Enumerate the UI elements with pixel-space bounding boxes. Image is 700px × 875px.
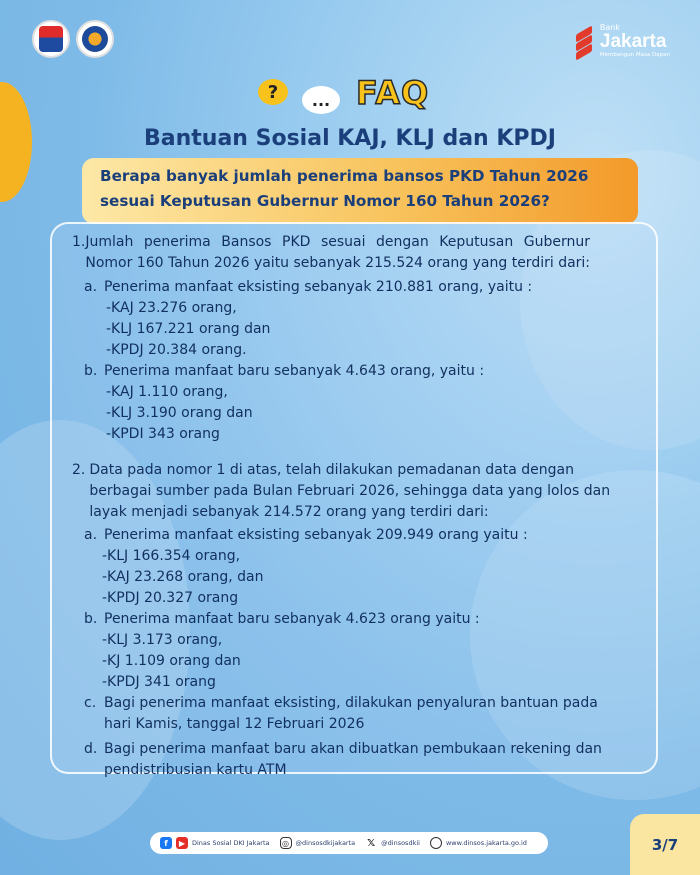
globe-icon [430, 837, 442, 849]
list-item: -KLJ 167.221 orang dan [106, 321, 271, 337]
list-item: -KAJ 1.110 orang, [106, 384, 228, 400]
facebook-icon: f [160, 837, 172, 849]
list-item: -KPDJ 20.327 orang [102, 590, 239, 606]
list-item: -KAJ 23.276 orang, [106, 300, 237, 316]
bank-jakarta-icon [574, 26, 594, 56]
list-item: -KLJ 3.173 orang, [102, 632, 223, 648]
youtube-icon: ▶ [176, 837, 188, 849]
bank-tagline: Membangun Masa Depan [599, 52, 670, 58]
answer-item-2d: d. Bagi penerima manfaat baru akan dibuatkan pembukaan rekening dan pendistribusian kartu ATM [84, 741, 602, 778]
x-icon: 𝕏 [367, 837, 376, 849]
dki-jakarta-logo [32, 20, 70, 58]
list-item: -KJ 1.109 orang dan [102, 653, 241, 669]
page-indicator: 3/7 [630, 814, 700, 875]
bank-prefix: Bank [599, 23, 620, 32]
question-text: Berapa banyak jumlah penerima bansos PKD Tahun 2026 sesuai Keputusan Gubernur Nomor 160 Tahun 2026? [100, 167, 589, 210]
list-item: -KLJ 166.354 orang, [102, 548, 241, 564]
answer-item-2c: c. Bagi penerima manfaat eksisting, dilakukan penyaluran bantuan pada hari Kamis, tanggal 12 Februari 2026 [84, 695, 598, 732]
answer-item-2: 2. Data pada nomor 1 di atas, telah dilakukan pemadanan data dengan berbagai sumber pada Bulan Februari 2026, sehingga data yang lolos dan layak menjadi sebanyak 214.572 orang yang terdiri dari: [72, 462, 611, 520]
list-item: -KLJ 3.190 orang dan [106, 405, 253, 421]
answer-item-1a: a. Penerima manfaat eksisting sebanyak 210.881 orang, yaitu : [84, 279, 533, 295]
question-bubble-icon: ? [258, 79, 294, 107]
speech-bubble-icon: ... [302, 86, 340, 114]
bank-jakarta-logo [574, 24, 670, 59]
list-item: -KPDI 343 orang [106, 426, 220, 442]
instagram-icon: ◎ [280, 837, 292, 849]
dinas-sosial-logo [76, 20, 114, 58]
footer-website[interactable]: www.dinsos.jakarta.go.id [430, 837, 527, 849]
answer-item-2a: a. Penerima manfaat eksisting sebanyak 209.949 orang yaitu : [84, 527, 528, 543]
page-title: Bantuan Sosial KAJ, KLJ dan KPDJ [144, 126, 556, 151]
social-footer [150, 832, 548, 854]
list-item: -KPDJ 20.384 orang. [106, 342, 247, 358]
list-item: -KAJ 23.268 orang, dan [102, 569, 264, 585]
footer-instagram[interactable]: ◎ @dinsosdkijakarta [280, 837, 356, 849]
footer-facebook-youtube[interactable]: f ▶ Dinas Sosial DKI Jakarta [160, 837, 270, 849]
faq-header [258, 72, 429, 114]
list-item: -KPDJ 341 orang [102, 674, 216, 690]
answer-content [72, 232, 652, 781]
bank-name: Jakarta [599, 31, 667, 52]
answer-item-1: 1. Jumlah penerima Bansos PKD sesuai dengan Keputusan Gubernur Nomor 160 Tahun 2026 yaitu sebanyak 215.524 orang yang terdiri dari: [72, 234, 591, 271]
answer-item-1b: b. Penerima manfaat baru sebanyak 4.643 orang, yaitu : [84, 363, 485, 379]
footer-x[interactable]: 𝕏 @dinsosdkii [367, 837, 420, 849]
faq-label: FAQ [356, 74, 430, 112]
answer-item-2b: b. Penerima manfaat baru sebanyak 4.623 orang yaitu : [84, 611, 480, 627]
